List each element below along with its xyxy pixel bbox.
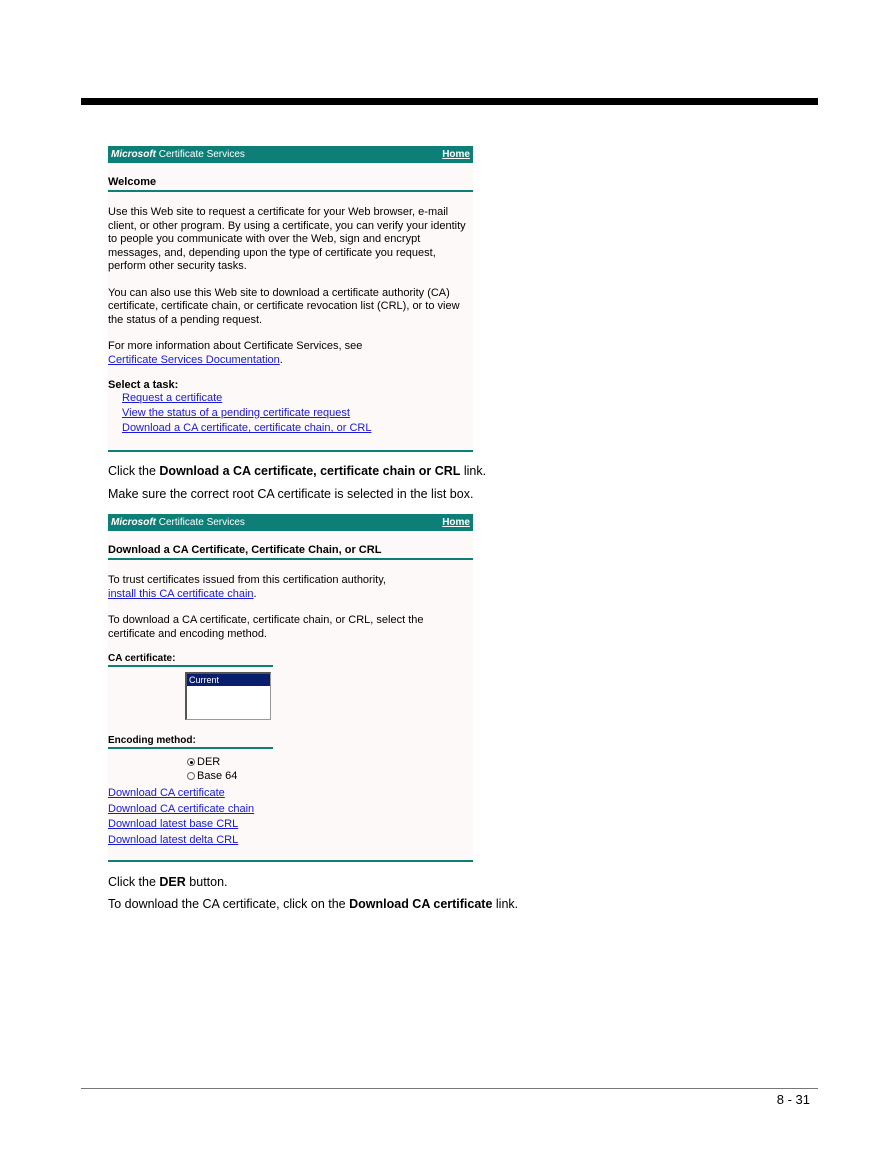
bottom-rule	[108, 860, 473, 862]
view-status-link[interactable]: View the status of a pending certificate request	[122, 407, 350, 419]
download-paragraph: You can also use this Web site to download a certificate authority (CA) certificate, certificate chain, or certificate revocation list (CRL), or to view the status of a pending request.	[108, 286, 460, 326]
instruction-1: Click the Download a CA certificate, certificate chain or CRL link.	[108, 464, 487, 478]
ca-certificate-listbox[interactable]	[185, 672, 271, 720]
install-chain-link[interactable]: install this CA certificate chain	[108, 587, 254, 600]
home-link[interactable]: Home	[442, 149, 470, 160]
ca-option-current[interactable]: Current	[187, 674, 270, 686]
download-ca-chain-link[interactable]: Download CA certificate chain	[108, 802, 255, 815]
intro-paragraph: Use this Web site to request a certificate for your Web browser, e-mail client, or other program. By using a certificate, you can verify your identity to people you communicate with over the Web, sign and encrypt messages, and, depending upon the type of certificate you request, perform other security tasks.	[108, 206, 466, 272]
documentation-link[interactable]: Certificate Services Documentation	[108, 353, 280, 366]
brand: Microsoft Certificate Services	[111, 149, 245, 160]
footer-rule	[81, 1088, 818, 1089]
instruction-3: Click the DER button.	[108, 875, 228, 889]
download-base-crl-link[interactable]: Download latest base CRL	[108, 818, 239, 830]
request-certificate-link[interactable]: Request a certificate	[122, 392, 223, 404]
banner	[108, 146, 473, 163]
der-option[interactable]: DER	[187, 755, 473, 769]
encoding-method-label: Encoding method:	[108, 735, 273, 749]
brand: Microsoft Certificate Services	[111, 517, 245, 528]
task-label: Select a task:	[108, 379, 179, 391]
select-paragraph: To download a CA certificate, certificate chain, or CRL, select the certificate and encoding method.	[108, 614, 424, 640]
page-heading: Download a CA Certificate, Certificate Chain, or CRL	[108, 544, 473, 560]
banner	[108, 514, 473, 531]
download-ca-link[interactable]: Download a CA certificate, certificate chain, or CRL	[122, 422, 372, 434]
der-radio[interactable]	[187, 758, 195, 766]
page-heading: Welcome	[108, 176, 473, 192]
top-rule	[81, 98, 818, 105]
instruction-4: To download the CA certificate, click on the Download CA certificate link.	[108, 897, 519, 911]
info-paragraph: For more information about Certificate Services, see Certificate Services Documentation.	[108, 340, 363, 366]
download-screenshot	[108, 514, 473, 862]
home-link[interactable]: Home	[442, 517, 470, 528]
instruction-2: Make sure the correct root CA certificate is selected in the list box.	[108, 487, 474, 501]
download-ca-certificate-link[interactable]: Download CA certificate	[108, 787, 225, 799]
base64-option[interactable]: Base 64	[187, 769, 473, 783]
download-delta-crl-link[interactable]: Download latest delta CRL	[108, 833, 239, 846]
bottom-rule	[108, 450, 473, 452]
welcome-screenshot	[108, 146, 473, 452]
page-number: 8 - 31	[776, 1092, 810, 1107]
ca-certificate-label: CA certificate:	[108, 653, 273, 667]
trust-paragraph: To trust certificates issued from this certification authority, install this CA certificate chain.	[108, 574, 386, 600]
base64-radio[interactable]	[187, 772, 195, 780]
